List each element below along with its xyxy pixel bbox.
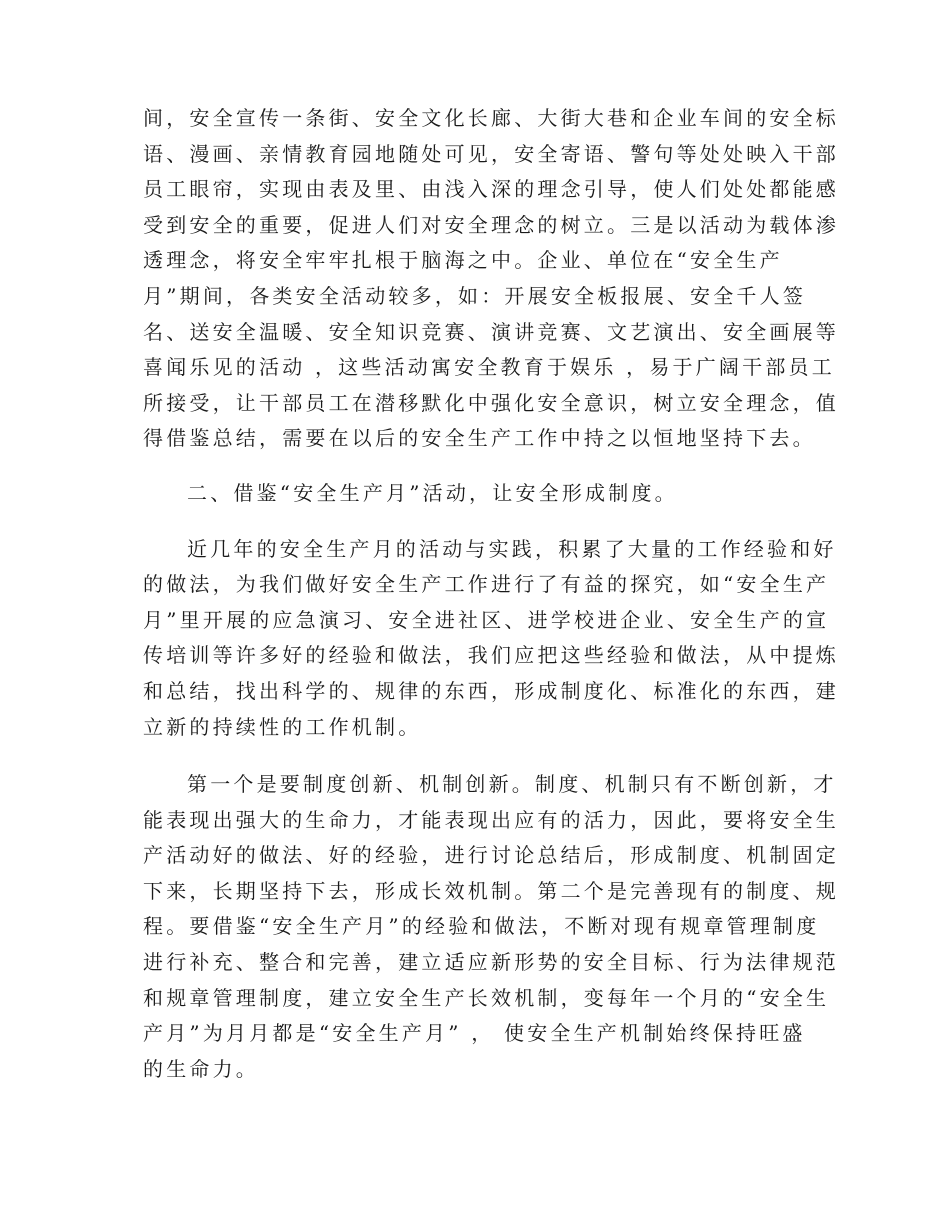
text-line: 员工眼帘，实现由表及里、由浅入深的理念引导，使人们处处都能感: [143, 177, 839, 202]
text-line: 所接受，让干部员工在潜移默化中强化安全意识，树立安全理念，值: [143, 390, 839, 415]
text-line: 的生命力。: [143, 1056, 259, 1081]
section-heading: [143, 476, 803, 512]
text-line: 进行补充、整合和完善，建立适应新形势的安全目标、行为法律规范: [143, 950, 839, 975]
text-line: 产活动好的做法、好的经验，进行讨论总结后，形成制度、机制固定: [143, 843, 839, 868]
text-line: 立新的持续性的工作机制。: [143, 714, 422, 739]
heading-line: 二、借鉴“安全生产月”活动，让安全形成制度。: [187, 480, 678, 505]
text-line: 第一个是要制度创新、机制创新。制度、机制只有不断创新，才: [187, 772, 837, 797]
paragraph-innovation: [143, 767, 839, 1087]
paragraph-safety-culture: [143, 101, 839, 457]
text-line: 的做法，为我们做好安全生产工作进行了有益的探究，如“安全生产: [143, 572, 830, 597]
text-line: 得借鉴总结，需要在以后的安全生产工作中持之以恒地坚持下去。: [143, 426, 816, 451]
text-line: 月”期间，各类安全活动较多，如：开展安全板报展、安全千人签: [143, 283, 807, 308]
text-line: 喜闻乐见的活动 ，这些活动寓安全教育于娱乐 ，易于广阔干部员工: [143, 355, 835, 380]
paragraph-experience: [143, 532, 839, 746]
text-line: 近几年的安全生产月的活动与实践，积累了大量的工作经验和好: [187, 536, 837, 561]
text-line: 名、送安全温暖、安全知识竞赛、演讲竞赛、文艺演出、安全画展等: [143, 319, 839, 344]
text-line: 受到安全的重要，促进人们对安全理念的树立。三是以活动为载体渗: [143, 212, 839, 237]
text-line: 透理念，将安全牢牢扎根于脑海之中。企业、单位在“安全生产: [143, 248, 783, 273]
text-line: 程。要借鉴“安全生产月”的经验和做法，不断对现有规章管理制度: [143, 914, 820, 939]
text-line: 语、漫画、亲情教育园地随处可见，安全寄语、警句等处处映入干部: [143, 141, 839, 166]
text-line: 传培训等许多好的经验和做法，我们应把这些经验和做法，从中提炼: [143, 643, 839, 668]
text-line: 和规章管理制度，建立安全生产长效机制，变每年一个月的“安全生: [143, 985, 830, 1010]
text-line: 和总结，找出科学的、规律的东西，形成制度化、标准化的东西，建: [143, 678, 839, 703]
text-line: 能表现出强大的生命力，才能表现出应有的活力，因此，要将安全生: [143, 807, 839, 832]
text-line: 产月”为月月都是“安全生产月” ， 使安全生产机制始终保持旺盛: [143, 1021, 806, 1046]
text-line: 下来，长期坚持下去，形成长效机制。第二个是完善现有的制度、规: [143, 878, 839, 903]
text-line: 间，安全宣传一条街、安全文化长廊、大街大巷和企业车间的安全标: [143, 106, 839, 130]
document-page: [143, 101, 839, 1087]
text-line: 月”里开展的应急演习、安全进社区、进学校进企业、安全生产的宣: [143, 607, 830, 632]
